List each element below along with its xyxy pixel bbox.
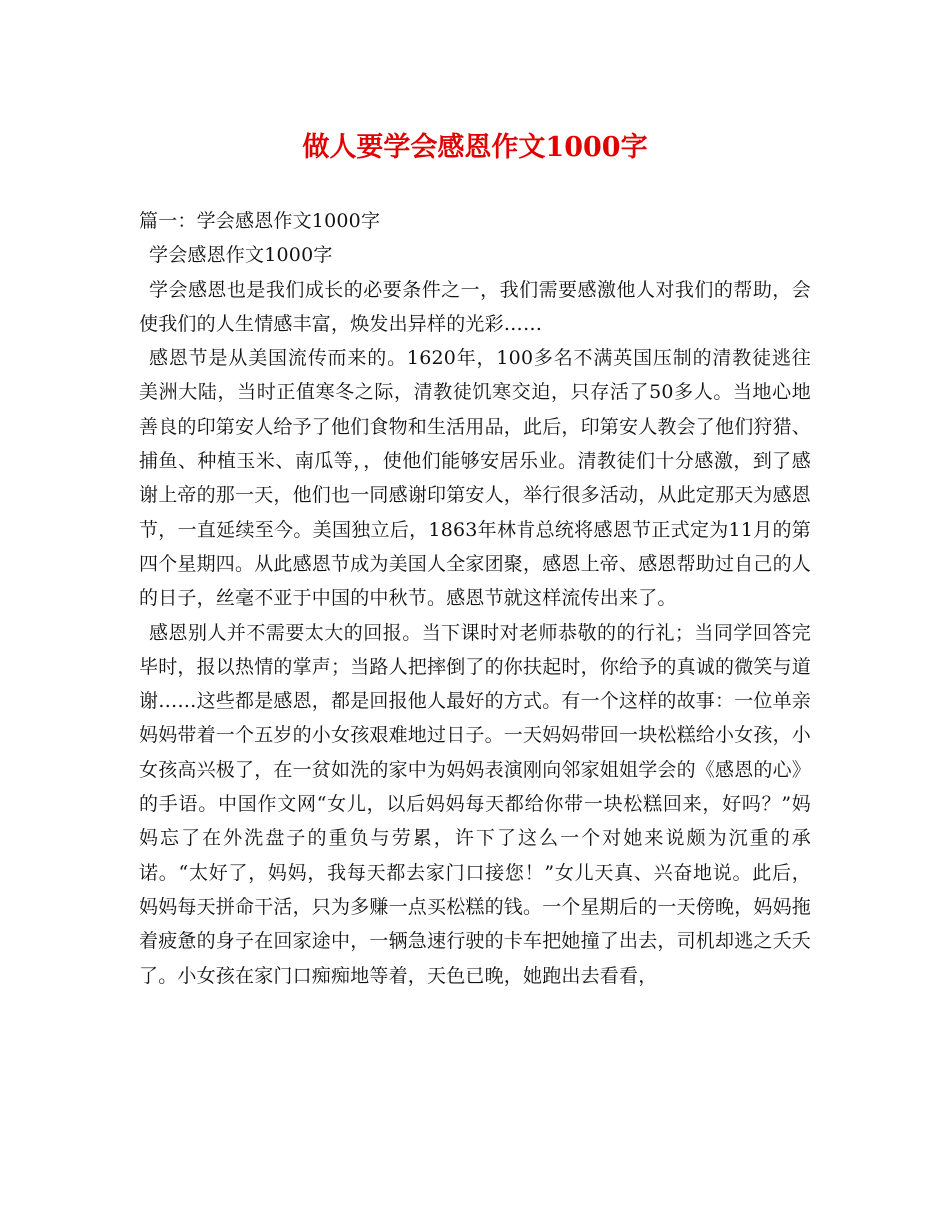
paragraph: 学会感恩也是我们成长的必要条件之一，我们需要感激他人对我们的帮助，会使我们的人生情感丰富，焕发出异样的光彩…… — [139, 278, 811, 335]
section-heading: 篇一：学会感恩作文1000字 — [139, 210, 381, 232]
subheading: 学会感恩作文1000字 — [149, 244, 333, 267]
paragraph: 感恩别人并不需要太大的回报。当下课时对老师恭敬的的行礼；当同学回答完毕时，报以热情的掌声；当路人把摔倒了的你扶起时，你给予的真诚的微笑与道谢……这些都是感恩，都是回报他人最好的方式。有一个这样的故事：一位单亲妈妈带着一个五岁的小女孩艰难地过日子。一天妈妈带回一块松糕给小女孩，小女孩高兴极了，在一贫如洗的家中为妈妈表演刚向邻家姐姐学会的《感恩的心》的手语。中国作文网“女儿，以后妈妈每天都给你带一块松糕回来，好吗？”妈妈忘了在外洗盘子的重负与劳累，许下了这么一个对她来说颇为沉重的承诺。“太好了，妈妈，我每天都去家门口接您！”女儿天真、兴奋地说。此后，妈妈每天拼命干活，只为多赚一点买松糕的钱。一个星期后的一天傍晚，妈妈拖着疲惫的身子在回家途中，一辆急速行驶的卡车把她撞了出去，司机却逃之夭夭了。小女孩在家门口痴痴地等着，天色已晚，她跑出去看看， — [139, 621, 812, 987]
document-title: 做人要学会感恩作文1000字 — [302, 132, 648, 163]
paragraph: 感恩节是从美国流传而来的。1620年，100多名不满英国压制的清教徒逃往美洲大陆，当时正值寒冬之际，清教徒饥寒交迫，只存活了50多人。当地心地善良的印第安人给予了他们食物和生活用品，此后，印第安人教会了他们狩猎、捕鱼、种植玉米、南瓜等，，使他们能够安居乐业。清教徒们十分感激，到了感谢上帝的那一天，他们也一同感谢印第安人，举行很多活动，从此定那天为感恩节，一直延续至今。美国独立后，1863年林肯总统将感恩节正式定为11月的第四个星期四。从此感恩节成为美国人全家团聚，感恩上帝、感恩帮助过自己的人的日子，丝毫不亚于中国的中秋节。感恩节就这样流传出来了。 — [139, 347, 812, 610]
document-body — [139, 204, 811, 993]
